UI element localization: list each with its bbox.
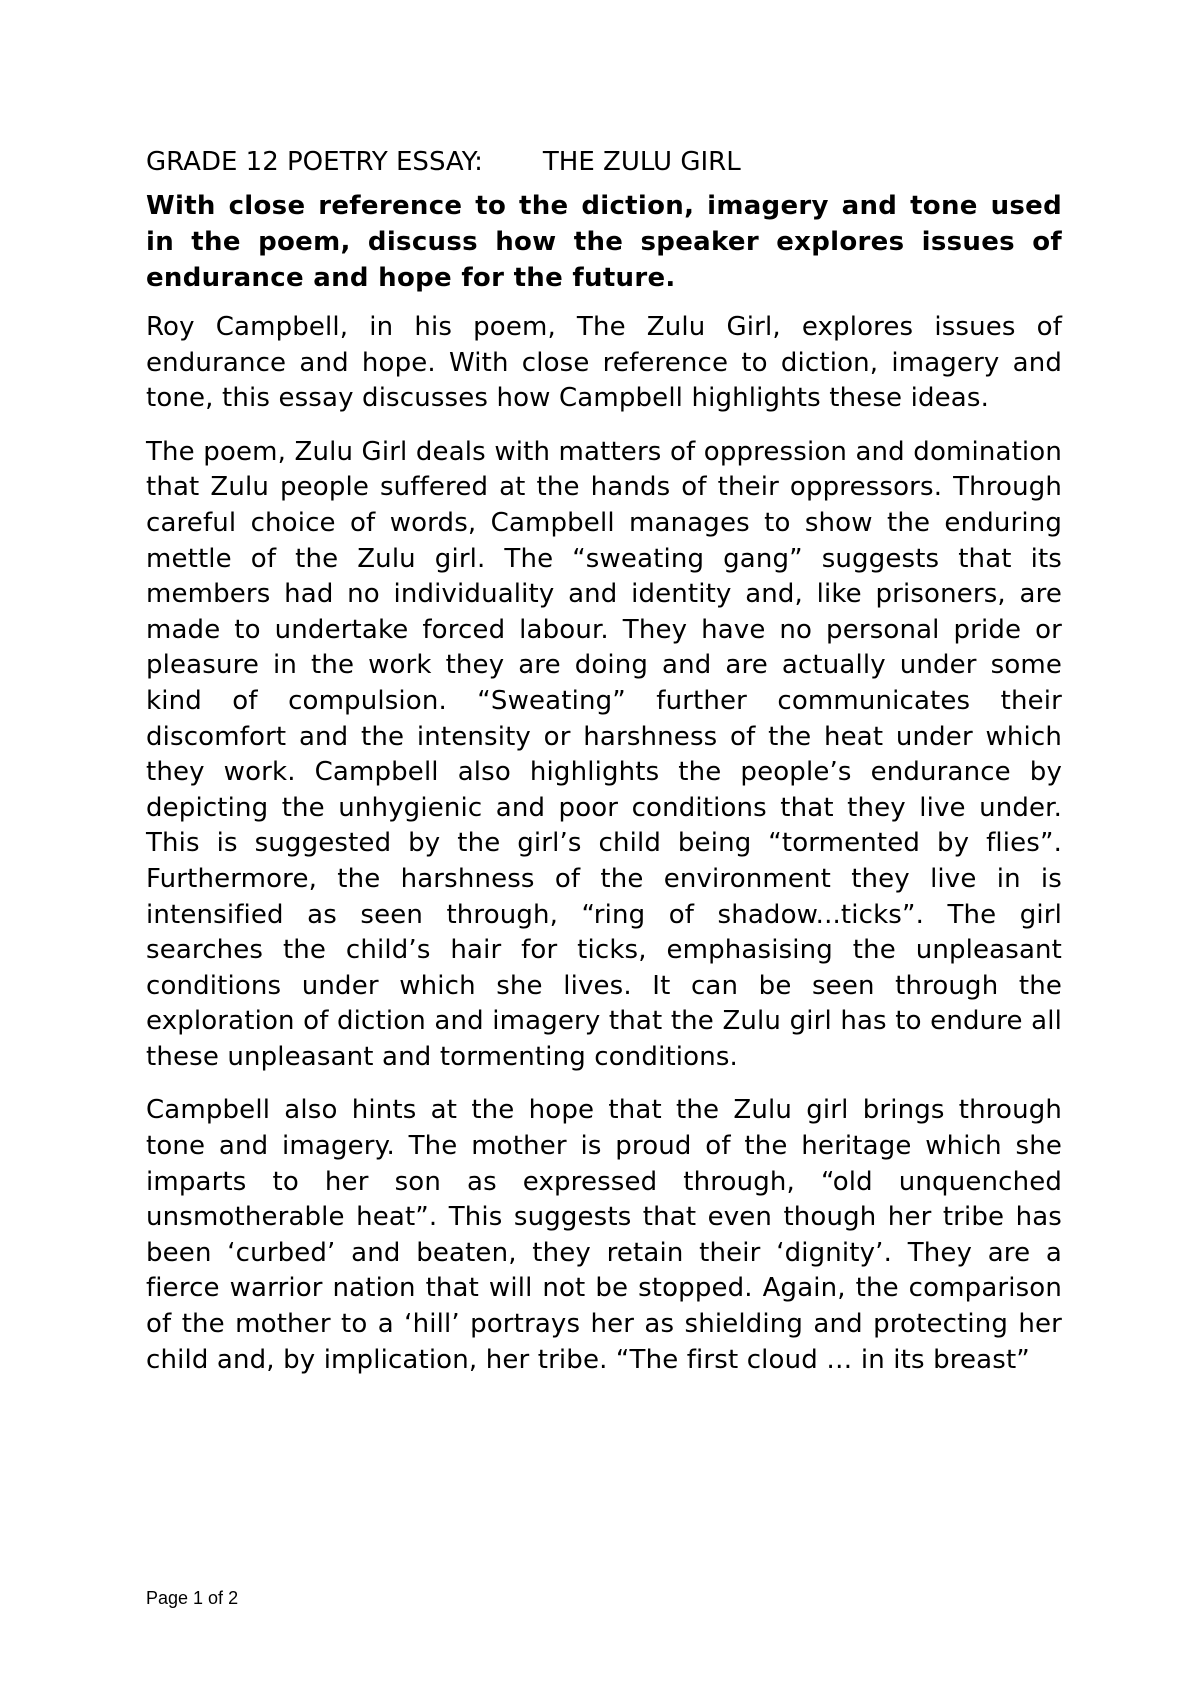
paragraph-endurance: The poem, Zulu Girl deals with matters of oppression and domination that Zulu people suffered at the hands of their oppressors. Through careful choice of words, Campbell manages to show the enduring mettle of the Zulu girl. The “sweating gang” suggests that its members had no individuality and identity and, like prisoners, are made to undertake forced labour. They have no personal pride or pleasure in the work they are doing and are actually under some kind of compulsion. “Sweating” further communicates their discomfort and the intensity or harshness of the heat under which they work. Campbell also highlights the people’s endurance by depicting the unhygienic and poor conditions that they live under. This is suggested by the girl’s child being “tormented by flies”. Furthermore, the harshness of the environment they live in is intensified as seen through, “ring of shadow...ticks”. The girl searches the child’s hair for ticks, emphasising the unpleasant conditions under which she lives. It can be seen through the exploration of diction and imagery that the Zulu girl has to endure all these unpleasant and tormenting conditions. (146, 436, 1062, 1072)
essay-heading-title: THE ZULU GIRL (542, 147, 741, 177)
document-body (146, 144, 1062, 1396)
essay-heading (146, 144, 1062, 180)
page-number-footer: Page 1 of 2 (146, 1588, 239, 1608)
essay-heading-grade: GRADE 12 POETRY ESSAY: (146, 147, 483, 177)
paragraph-introduction: Roy Campbell, in his poem, The Zulu Girl, explores issues of endurance and hope. With close reference to diction, imagery and tone, this essay discusses how Campbell highlights these ideas. (146, 312, 1062, 414)
essay-question: With close reference to the diction, imagery and tone used in the poem, discuss how the speaker explores issues of endurance and hope for the future. (146, 191, 1062, 293)
paragraph-hope: Campbell also hints at the hope that the Zulu girl brings through tone and imagery. The mother is proud of the heritage which she imparts to her son as expressed through, “old unquenched unsmotherable heat”. This suggests that even though her tribe has been ‘curbed’ and beaten, they retain their ‘dignity’. They are a fierce warrior nation that will not be stopped. Again, the comparison of the mother to a ‘hill’ portrays her as shielding and protecting her child and, by implication, her tribe. “The first cloud … in its breast” (146, 1095, 1062, 1375)
